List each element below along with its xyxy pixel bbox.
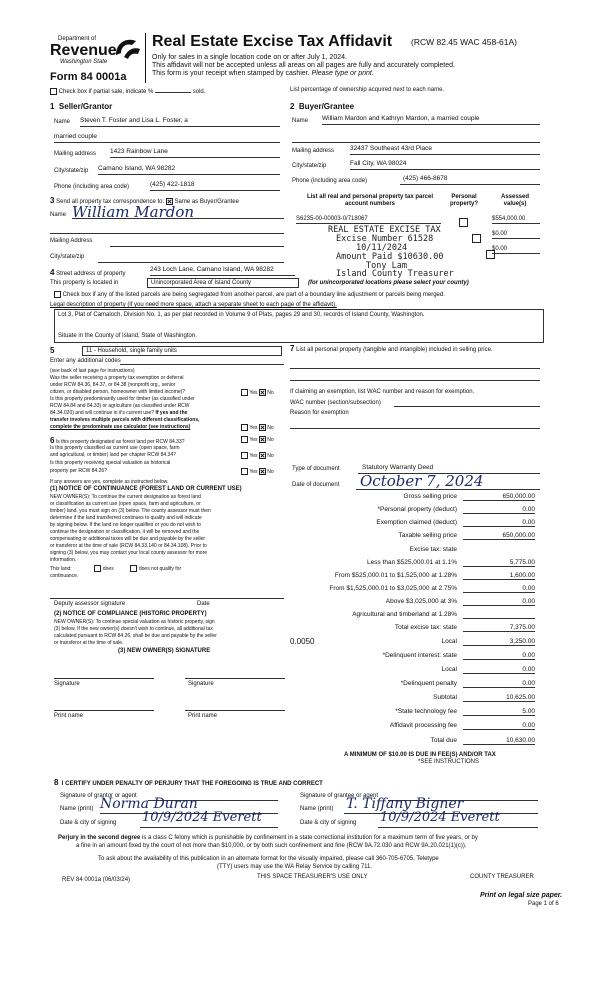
assessed-col-header: Assessed value(s) [500, 194, 530, 207]
dept-line1: Department of [58, 36, 97, 42]
does-qualify-checkbox[interactable] [94, 565, 101, 572]
deputy-signature-label: Deputy assessor signature [54, 601, 126, 607]
personal-property-line-2[interactable] [290, 380, 540, 381]
assessed-row-3[interactable]: $0.00 [492, 246, 540, 254]
legal-label: Legal description of property (if you need more space, attach a separate sheet to each page of the affidavit). [50, 302, 337, 308]
wac-label: WAC number (section/subsection) [290, 400, 381, 406]
additional-codes-label: Enter any additional codes [50, 358, 121, 364]
doc-date-line[interactable] [356, 489, 540, 490]
subtotal-value[interactable]: 10,625.00 [463, 694, 535, 702]
seller-city-input[interactable]: Camano Island, WA 98282 [98, 165, 280, 175]
street-input[interactable]: 243 Loch Lane, Camano Island, WA 98282 [150, 266, 295, 276]
s6-q2-answers: Yes No [241, 452, 274, 459]
s6-q3-yes-checkbox[interactable] [241, 468, 248, 475]
new-owner-print-label-2: Print name [188, 713, 218, 719]
grantor-signature-label: Signature of grantor or agent [60, 793, 137, 799]
segregated-checkbox[interactable] [54, 291, 61, 298]
header-note-3: This form is your receipt when stamped by cashier. Please type or print. [152, 70, 374, 77]
notice2-line-2: (3) below. If the new owner(s) doesn't wish to continue, all additional tax [54, 626, 213, 632]
s6-q3-answers: Yes No [241, 468, 274, 475]
gross-price-value[interactable]: 650,000.00 [463, 493, 535, 501]
s6-q2b: and agricultural, or timber) land per chapter RCW 84.34? [50, 452, 176, 458]
s6-answers-note: If any answers are yes, complete as instructed below. [50, 479, 169, 485]
parcel-col-header: List all real and personal property tax parcel account numbers [306, 194, 434, 207]
header-note-1: Only for sales in a single location code on or after July 1, 2024. [152, 54, 347, 61]
grantee-date-line[interactable] [378, 827, 538, 828]
new-owner-print-label-1: Print name [54, 713, 84, 719]
s6-q1: 6 Is this property designated as forest land per RCW 84.33? [50, 436, 185, 445]
legal-size-note: Print on legal size paper. [480, 892, 563, 899]
minimum-note: A MINIMUM OF $10.00 IS DUE IN FEE(S) AND/OR TAX [344, 752, 496, 758]
notice1-line-1: NEW OWNER(S): To continue the current designation as forest land [50, 494, 201, 500]
section3-name-line-2[interactable] [50, 233, 284, 234]
deputy-date-label: Date [197, 601, 210, 607]
revenue-logo-icon [112, 35, 142, 63]
exemption-value[interactable]: 0.00 [463, 519, 535, 527]
personal-col-header: Personal property? [449, 194, 478, 207]
seller-name-input-2[interactable]: married couple [54, 133, 280, 143]
seller-mailing-input[interactable]: 1423 Rainbow Lane [110, 148, 280, 158]
notice1-line-8: or transferor at the time of sale (RCW 84.33.140 or 84.34.108). Prior to [50, 543, 207, 549]
tier1-value[interactable]: 5,775.00 [463, 559, 535, 567]
ask-line-1: To ask about the availability of this publication in an alternate format for the visually impaired, please call 360-705-6705. Teletype [98, 856, 439, 862]
doc-date-handwritten: October 7, 2024 [360, 472, 484, 490]
buyer-city-label: City/state/zip [292, 163, 327, 169]
doc-date-label: Date of document [292, 482, 340, 488]
grantor-date-handwritten: 10/9/2024 Everett [142, 810, 262, 825]
section3-city-label: City/state/zip [50, 254, 85, 260]
s5-q2-no-checkbox[interactable] [259, 424, 266, 431]
s6-q2a: Is this property classified as current use (open space, farm [50, 445, 180, 451]
local-tax-value[interactable]: 3,250.00 [463, 638, 535, 646]
grantee-name-handwritten: T. Tiffany Bigner [346, 796, 464, 812]
doc-type-label: Type of document [292, 466, 340, 472]
partial-sale-row: Check box if partial sale, indicate % sold. [50, 87, 205, 96]
section3-name-line[interactable] [72, 218, 284, 219]
taxable-price-value[interactable]: 650,000.00 [463, 532, 535, 540]
partial-sale-checkbox[interactable] [50, 88, 57, 95]
perjury-line-2: a fine in an amount fixed by the court of not more than $10,000, or by both such confinement and fine (RCW 9A.72.030 and RCW 9A.20.021(1)(c)). [76, 843, 467, 849]
ask-line-2: (TTY) users may use the WA Relay Service by calling 711. [217, 864, 373, 870]
personal-deduct-value[interactable]: 0.00 [463, 506, 535, 514]
s5-q1-yes-checkbox[interactable] [241, 389, 248, 396]
reason-label: Reason for exemption [290, 410, 349, 416]
county-treasurer-label: COUNTY TREASURER [470, 874, 534, 880]
notice2-heading: (2) NOTICE OF COMPLIANCE (HISTORIC PROPERTY) [54, 611, 207, 617]
seller-phone-label: Phone (including area code) [54, 184, 130, 190]
legal-line-1: Lot 3, Plat of Camaloch, Division No. 1, as per plat recorded in Volume 9 of Plats, pages 29 and 30, records of Island County, Washington. [58, 312, 425, 318]
segregated-row: Check box if any of the listed parcels are being segregated from another parcel, are part of a boundary line adjustment or parcels being merged. [54, 291, 445, 299]
notice2-line-3: calculated pursuant to RCW 84.26, shall be due and payable by the seller [54, 633, 217, 639]
s5-q2-yes-checkbox[interactable] [241, 424, 248, 431]
notice1-line-10: information. [50, 557, 77, 563]
grantor-name-handwritten: Norma Duran [100, 796, 198, 812]
notice3-heading: (3) NEW OWNER(S) SIGNATURE [118, 648, 211, 654]
s5-q2a: Is this property predominantly used for timber (as classified under [50, 396, 195, 402]
s5-q2d: transfer involves multiple parcels with different classifications, [50, 417, 200, 423]
new-owner-print-line-1[interactable] [54, 710, 154, 711]
new-owner-signature-line-2[interactable] [185, 678, 285, 679]
assessed-row-1[interactable]: $554,000.00 [492, 216, 540, 224]
header-note-2: This affidavit will not be accepted unless all areas on all pages are fully and accurately completed. [152, 62, 455, 69]
exemption-label: If claiming an exemption, list WAC number and reason for exemption. [290, 389, 475, 395]
legal-line-2: Situate in the County of Island, State of Washington. [58, 333, 197, 339]
see-back-note: (see back of last page for instructions) [50, 368, 135, 374]
s6-q3a: Is this property receiving special valuation as historical [50, 460, 171, 466]
s6-q1-yes-checkbox[interactable] [241, 436, 248, 443]
personal-checkbox-1[interactable] [459, 218, 468, 227]
buyer-heading: 2 Buyer/Grantee [290, 102, 355, 111]
treasurer-only-label: THIS SPACE TREASURER'S USE ONLY [257, 874, 368, 880]
section3-city-line[interactable] [98, 262, 284, 263]
s5-q2b: RCW 84.84 and 84.33) or agriculture (as classified under RCW [50, 403, 190, 409]
ownership-note: List percentage of ownership acquired next to each name. [290, 87, 445, 93]
notice1-heading: (1) NOTICE OF CONTINUANCE (FOREST LAND OR CURRENT USE) [50, 486, 242, 492]
header-divider [145, 33, 146, 83]
section3-mailing-label: Mailing Address [50, 238, 93, 244]
additional-codes-line[interactable] [120, 364, 284, 365]
grantee-date-label: Date & city of signing [300, 820, 357, 826]
stamp-line-5: Tony Lam [366, 261, 407, 271]
section3-label: 3 Send all property tax correspondence to: Same as Buyer/Grantee [50, 196, 239, 205]
seller-mailing-label: Mailing address [54, 151, 97, 157]
buyer-name-input-2[interactable] [292, 133, 540, 143]
s5-q2-answers: Yes No [241, 424, 274, 431]
grantor-date-label: Date & city of signing [60, 820, 117, 826]
grantee-signature-label: Signature of grantee or agent [300, 793, 379, 799]
tier4-value[interactable]: 0.00 [463, 598, 535, 606]
notice2-line-1: NEW OWNER(S): To continue special valuation as historic property, sign [54, 619, 215, 625]
this-land-row: This land: does does not qualify for [50, 565, 182, 572]
stamp-line-2: Excise Number 61528 [336, 234, 434, 244]
buyer-mailing-label: Mailing address [292, 148, 335, 154]
penalty-value[interactable]: 0.00 [463, 680, 535, 688]
assessed-row-2[interactable]: $0.00 [492, 231, 540, 239]
s6-q3b: property per RCW 84.26? [50, 468, 107, 474]
location-select[interactable]: Unincorporated Area of Island County [147, 278, 299, 288]
section7-label: 7 List all personal property (tangible and intangible) included in selling price. [290, 344, 493, 353]
seller-name-input[interactable]: Steven T. Foster and Lisa L. Foster, a [80, 117, 280, 127]
stamp-line-4: Amount Paid $10630.00 [336, 252, 444, 262]
s6-q2-yes-checkbox[interactable] [241, 452, 248, 459]
agricultural-value[interactable] [463, 611, 535, 619]
s5-q1b: under RCW 84.36, 84.37, or 84.38 (nonprofit org., senior [50, 382, 176, 388]
seller-phone-input[interactable]: (425) 422-1818 [150, 181, 280, 191]
continuance-label: continuance. [50, 573, 79, 579]
section3-mailing-line[interactable] [110, 246, 284, 247]
stamp-line-6: Island County Treasurer [336, 269, 454, 279]
does-not-qualify-checkbox[interactable] [130, 565, 137, 572]
total-state-value[interactable]: 7,375.00 [463, 624, 535, 632]
notice1-line-4: determine if the land transferred continues to qualify and will indicate [50, 515, 202, 521]
certify-heading: 8 I CERTIFY UNDER PENALTY OF PERJURY THAT THE FOREGOING IS TRUE AND CORRECT [54, 778, 323, 787]
personal-property-line-1[interactable] [290, 368, 540, 369]
grantee-name-label: Name (print) [300, 806, 334, 812]
see-instructions-note: *SEE INSTRUCTIONS [418, 759, 480, 765]
notice1-line-5: by signing below. If the land no longer qualifies or you do not wish to [50, 522, 201, 528]
seller-heading: 1 Seller/Grantor [50, 102, 113, 111]
notice1-line-3: timber) land, you must sign on (3) below. The county assessor must then [50, 508, 211, 514]
section3-name-label: Name [50, 212, 67, 218]
s5-q1c: citizen, or disabled person, homeowner with limited income)? [50, 389, 186, 395]
interest-local-value[interactable]: 0.00 [463, 666, 535, 674]
local-rate[interactable]: 0.0050 [290, 637, 315, 646]
notice1-line-7: compensating or additional taxes will be due and payable by the seller [50, 536, 206, 542]
s5-q1-no-checkbox[interactable] [259, 389, 266, 396]
located-note: (for unincorporated locations please select your county) [308, 280, 469, 286]
new-owner-signature-label-1: Signature [54, 681, 80, 687]
seller-city-label: City/state/zip [54, 168, 89, 174]
new-owner-print-line-2[interactable] [185, 710, 285, 711]
form-rcw: (RCW 82.45 WAC 458-61A) [411, 37, 517, 47]
stamp-line-1: REAL ESTATE EXCISE TAX [328, 225, 441, 235]
dept-name: Revenue [50, 42, 117, 59]
interest-state-value[interactable]: 0.00 [463, 652, 535, 660]
s5-q1-answers: Yes No [241, 389, 274, 396]
notice1-line-6: continue the designation or classification, it will be removed and the [50, 529, 200, 535]
stamp-line-3: 10/11/2024 [356, 243, 408, 253]
wac-line[interactable] [394, 406, 540, 407]
s6-q3-no-checkbox[interactable] [259, 468, 266, 475]
processing-fee-value[interactable]: 0.00 [463, 722, 535, 730]
buyer-name-input[interactable]: William Mardon and Kathryn Mardon, a married couple [322, 115, 540, 125]
use-code-select[interactable]: 11 - Household, single family units [82, 346, 282, 356]
tech-fee-value[interactable]: 5.00 [463, 708, 535, 716]
revision-label: REV 84 0001a (06/03/24) [62, 877, 131, 883]
s6-q2-no-checkbox[interactable] [259, 452, 266, 459]
buyer-mailing-input[interactable]: 32437 Southeast 43rd Place [350, 145, 540, 155]
notice2-line-4: or transferor at the time of sale. [54, 640, 124, 646]
notice1-line-2: or classification as current use (open space, farm and agriculture, or [50, 501, 201, 507]
section3-name-handwritten: William Mardon [72, 203, 195, 221]
tier2-value[interactable]: 1,600.00 [463, 572, 535, 580]
located-label: This property is located in [50, 280, 119, 286]
doc-type-input[interactable]: Statutory Warranty Deed [358, 464, 540, 474]
personal-checkbox-2[interactable] [472, 234, 481, 243]
tier3-value[interactable]: 0.00 [463, 585, 535, 593]
grantee-date-handwritten: 10/9/2024 Everett [380, 810, 500, 825]
perjury-line-1: Perjury in the second degree is a class C felony which is punishable by confinement in a state correctional institution for a maximum term of five years, or by [58, 835, 478, 841]
form-title: Real Estate Excise Tax Affidavit [152, 33, 393, 50]
s5-q1a: Was the seller receiving a property tax exemption or deferral [50, 375, 184, 381]
notice1-line-9: signing (3) below, you may contact your local county assessor for more [50, 550, 208, 556]
buyer-phone-input[interactable]: (425) 466-8678 [400, 175, 540, 185]
grantor-date-line[interactable] [140, 827, 278, 828]
s6-q1-answers: Yes No [241, 436, 274, 443]
grantor-name-label: Name (print) [60, 806, 94, 812]
s5-q2e: complete the predominate use calculator (see instructions) [50, 424, 191, 430]
form-number: Form 84 0001a [50, 71, 127, 83]
new-owner-signature-line-1[interactable] [54, 678, 154, 679]
seller-name-label: Name [54, 119, 71, 125]
deputy-signature-line[interactable] [50, 598, 284, 599]
buyer-name-label: Name [292, 118, 309, 124]
buyer-city-input[interactable]: Fall City, WA 98024 [350, 160, 540, 170]
s6-q1-no-checkbox[interactable] [259, 436, 266, 443]
section5-num: 5 [50, 346, 55, 355]
page-number: Page 1 of 6 [528, 901, 559, 907]
parcel-row-1[interactable]: S6235-00-00003-0/718067 [296, 216, 441, 224]
buyer-phone-label: Phone (including area code) [292, 178, 368, 184]
street-label: 4 Street address of property [50, 268, 126, 277]
total-due-value[interactable]: 10,630.00 [463, 737, 535, 745]
s5-q2c: 84.34.020) and will continue in it's current use? If yes and the [50, 410, 188, 416]
reason-line[interactable] [290, 428, 540, 429]
dept-state: Washington State [60, 59, 108, 65]
new-owner-signature-label-2: Signature [188, 681, 214, 687]
